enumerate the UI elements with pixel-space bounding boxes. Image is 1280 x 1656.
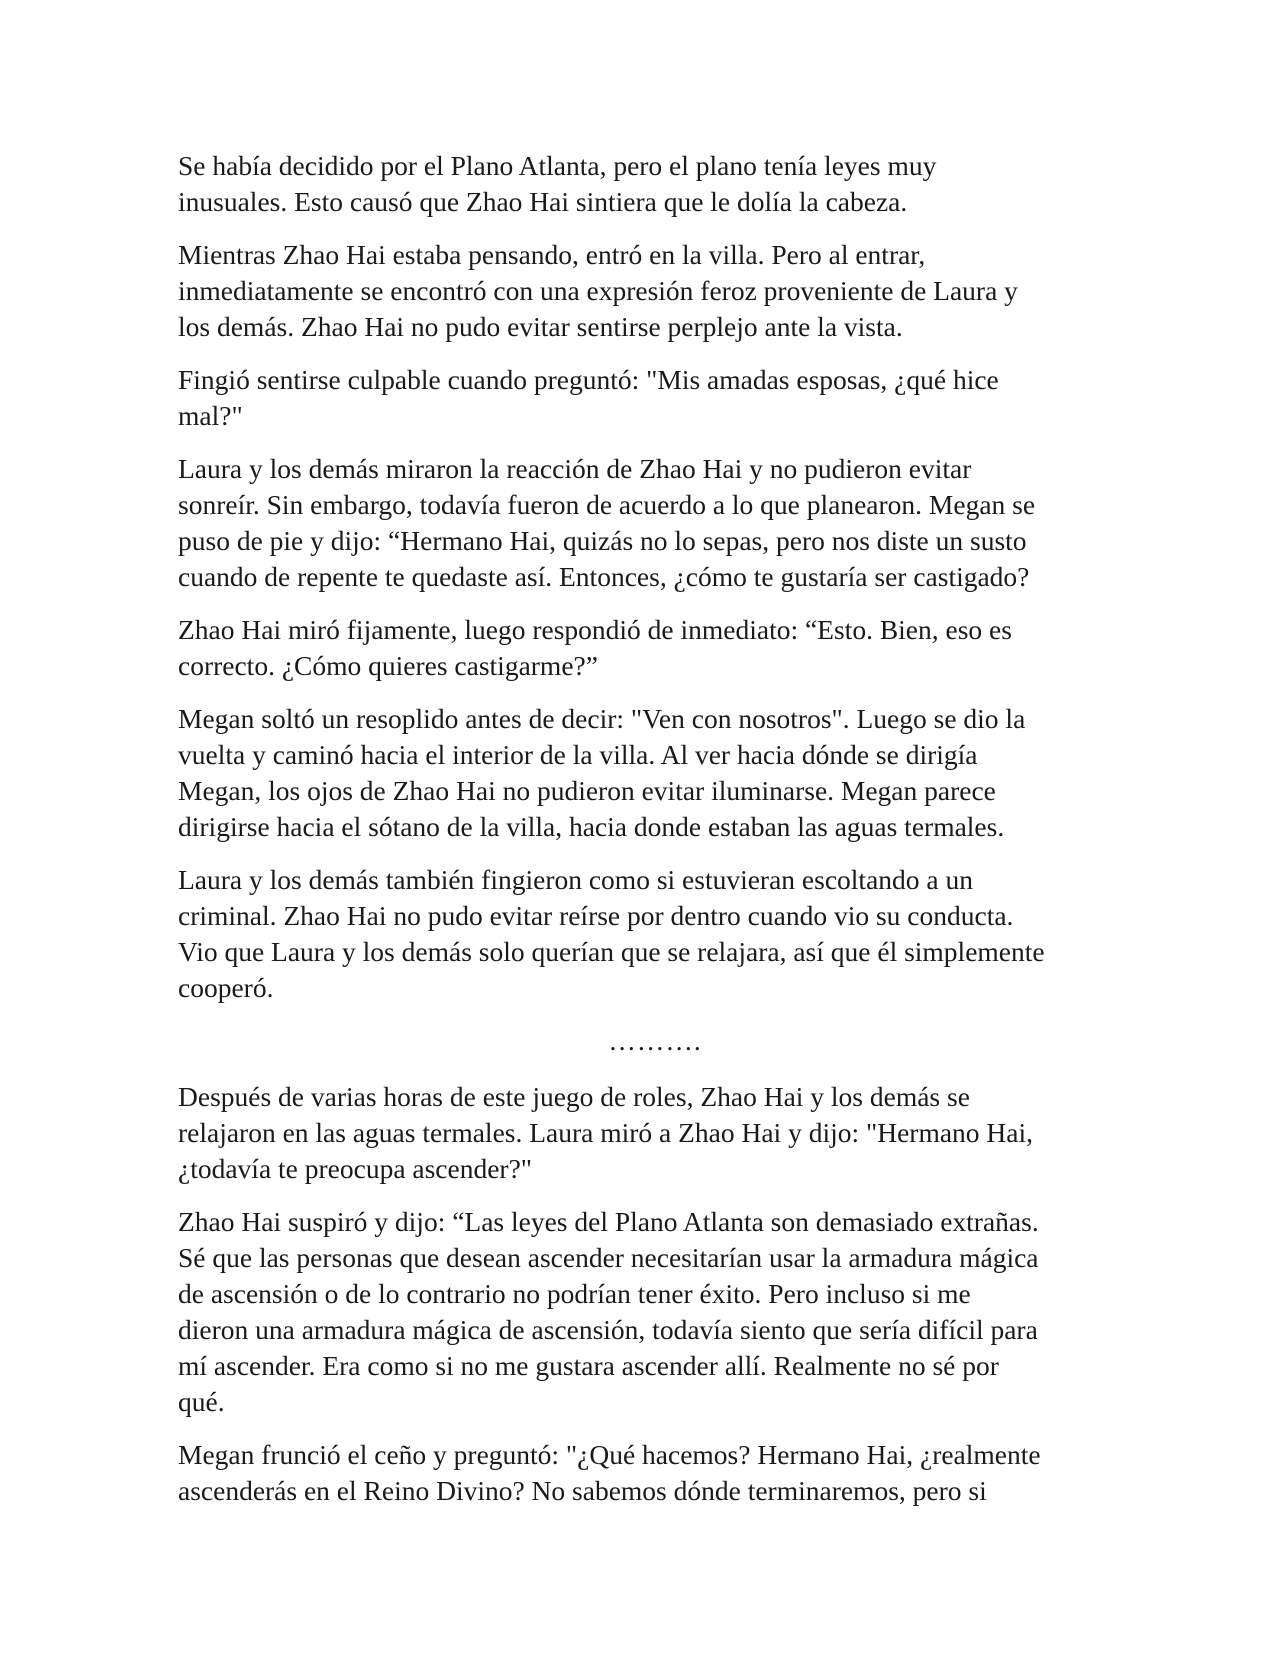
text-line: Megan, los ojos de Zhao Hai no pudieron evitar iluminarse. Megan parece (178, 775, 996, 806)
text-line: Zhao Hai miró fijamente, luego respondió de inmediato: “Esto. Bien, eso es (178, 614, 1012, 645)
text-line: ascenderás en el Reino Divino? No sabemos dónde terminaremos, pero si (178, 1475, 987, 1506)
text-line: cuando de repente te quedaste así. Entonces, ¿cómo te gustaría ser castigado? (178, 561, 1030, 592)
text-line: de ascensión o de lo contrario no podrían tener éxito. Pero incluso si me (178, 1278, 971, 1309)
paragraph-7 (178, 862, 1108, 1006)
paragraph-5 (178, 612, 1108, 684)
text-line: Zhao Hai suspiró y dijo: “Las leyes del Plano Atlanta son demasiado extrañas. (178, 1206, 1039, 1237)
text-line: correcto. ¿Cómo quieres castigarme?” (178, 650, 598, 681)
text-line: Mientras Zhao Hai estaba pensando, entró en la villa. Pero al entrar, (178, 239, 926, 270)
paragraph-4 (178, 451, 1108, 595)
paragraph-3 (178, 362, 1108, 434)
text-line: Laura y los demás también fingieron como si estuvieran escoltando a un (178, 864, 973, 895)
paragraph-9 (178, 1204, 1108, 1420)
text-line: Después de varias horas de este juego de roles, Zhao Hai y los demás se (178, 1081, 970, 1112)
paragraph-6 (178, 701, 1108, 845)
paragraph-1 (178, 148, 1108, 220)
paragraph-10 (178, 1437, 1108, 1509)
text-line: Megan frunció el ceño y preguntó: "¿Qué hacemos? Hermano Hai, ¿realmente (178, 1439, 1041, 1470)
text-line: sonreír. Sin embargo, todavía fueron de acuerdo a lo que planearon. Megan se (178, 489, 1036, 520)
text-line: puso de pie y dijo: “Hermano Hai, quizás no lo sepas, pero nos diste un susto (178, 525, 1027, 556)
text-line: Laura y los demás miraron la reacción de Zhao Hai y no pudieron evitar (178, 453, 972, 484)
text-line: relajaron en las aguas termales. Laura miró a Zhao Hai y dijo: "Hermano Hai, (178, 1117, 1033, 1148)
text-line: ¿todavía te preocupa ascender?" (178, 1153, 533, 1184)
document-body (178, 148, 1108, 1526)
separator-dots: ………. (608, 1025, 702, 1056)
text-line: mí ascender. Era como si no me gustara ascender allí. Realmente no sé por (178, 1350, 999, 1381)
text-line: cooperó. (178, 972, 274, 1003)
text-line: Fingió sentirse culpable cuando preguntó: "Mis amadas esposas, ¿qué hice (178, 364, 999, 395)
text-line: criminal. Zhao Hai no pudo evitar reírse por dentro cuando vio su conducta. (178, 900, 1014, 931)
text-line: los demás. Zhao Hai no pudo evitar sentirse perplejo ante la vista. (178, 311, 903, 342)
text-line: Se había decidido por el Plano Atlanta, pero el plano tenía leyes muy (178, 150, 937, 181)
text-line: dirigirse hacia el sótano de la villa, hacia donde estaban las aguas termales. (178, 811, 1005, 842)
text-line: vuelta y caminó hacia el interior de la villa. Al ver hacia dónde se dirigía (178, 739, 978, 770)
text-line: Sé que las personas que desean ascender necesitarían usar la armadura mágica (178, 1242, 1039, 1273)
paragraph-8 (178, 1079, 1108, 1187)
text-line: qué. (178, 1386, 225, 1417)
text-line: mal?" (178, 400, 243, 431)
text-line: Vio que Laura y los demás solo querían que se relajara, así que él simplemente (178, 936, 1045, 967)
paragraph-2 (178, 237, 1108, 345)
section-separator (178, 1023, 1108, 1059)
text-line: dieron una armadura mágica de ascensión, todavía siento que sería difícil para (178, 1314, 1038, 1345)
text-line: inusuales. Esto causó que Zhao Hai sintiera que le dolía la cabeza. (178, 186, 908, 217)
text-line: Megan soltó un resoplido antes de decir: "Ven con nosotros". Luego se dio la (178, 703, 1026, 734)
text-line: inmediatamente se encontró con una expresión feroz proveniente de Laura y (178, 275, 1018, 306)
